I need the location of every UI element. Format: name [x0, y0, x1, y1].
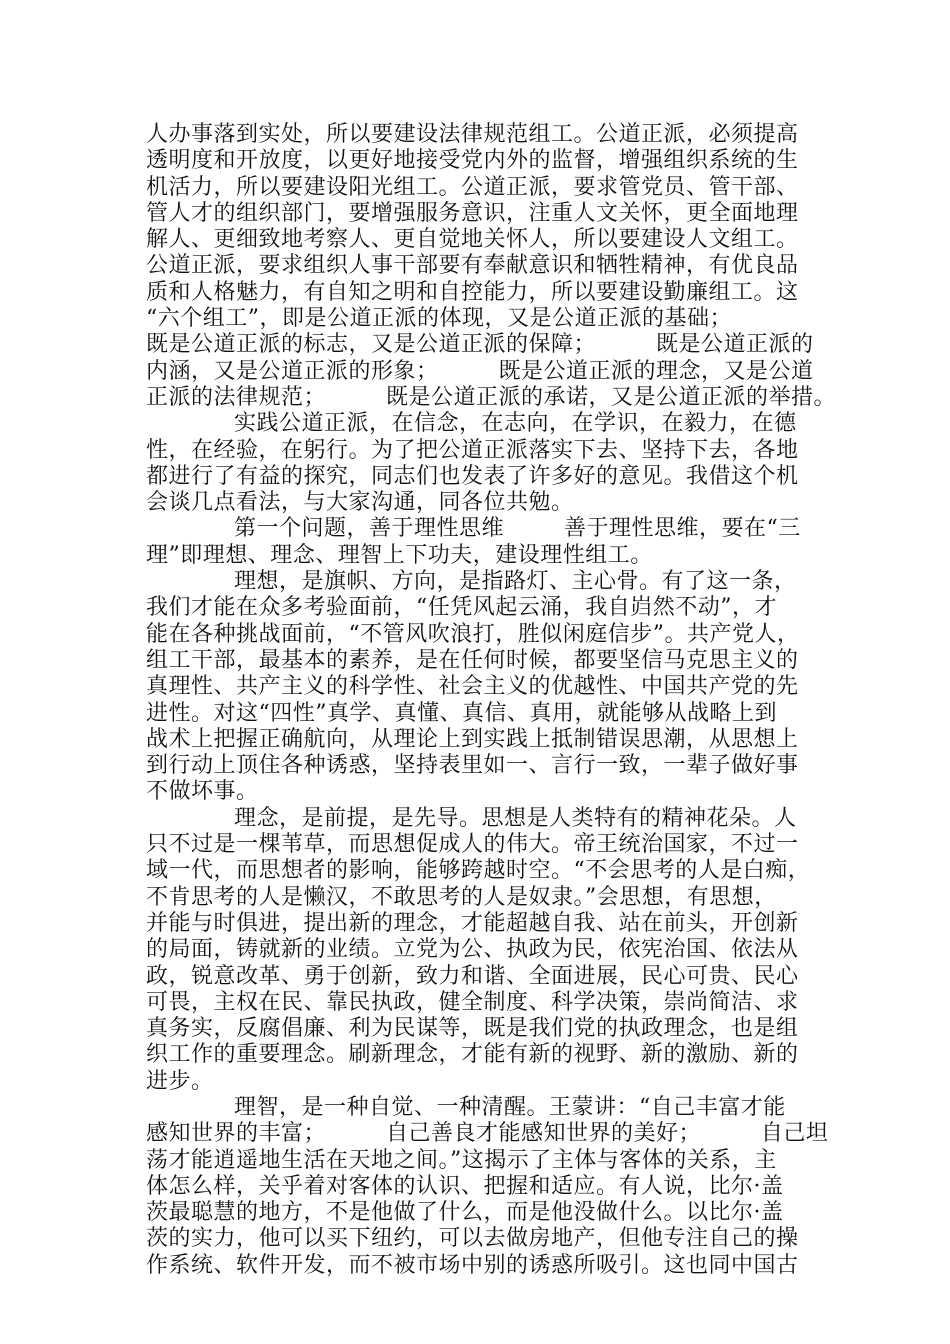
text-line: 都进行了有益的探究，同志们也发表了许多好的意见。我借这个机	[146, 463, 799, 489]
text-line: “六个组工”，即是公道正派的体现，又是公道正派的基础；	[146, 306, 732, 332]
text-line: 不做坏事。	[146, 779, 259, 805]
text-line: 正派的法律规范； 既是公道正派的承诺，又是公道正派的举措。	[146, 384, 836, 410]
text-line: 真理性、共产主义的科学性、社会主义的优越性、中国共产党的先	[146, 674, 799, 700]
text-line: 我们才能在众多考验面前，“任凭风起云涌，我自岿然不动”，才	[146, 595, 777, 621]
text-line: 透明度和开放度，以更好地接受党内外的监督，增强组织系统的生	[146, 148, 799, 174]
text-line: 进步。	[146, 1068, 214, 1094]
text-line: 域一代，而思想者的影响，能够跨越时空。“不会思考的人是白痴，	[146, 858, 811, 884]
text-line: 进性。对这“四性”真学、真懂、真信、真用，就能够从战略上到	[146, 700, 777, 726]
text-line: 不肯思考的人是懒汉，不敢思考的人是奴隶。”会思想，有思想，	[146, 884, 777, 910]
text-line: 管人才的组织部门，要增强服务意识，注重人文关怀，更全面地理	[146, 200, 799, 226]
text-line: 作系统、软件开发，而不被市场中别的诱惑所吸引。这也同中国古	[146, 1252, 799, 1278]
text-line: 组工干部，最基本的素养，是在任何时候，都要坚信马克思主义的	[146, 647, 799, 673]
paragraph-first-line: 实践公道正派，在信念，在志向，在学识，在毅力，在德	[234, 411, 797, 437]
text-line: 人办事落到实处，所以要建设法律规范组工。公道正派，必须提高	[146, 122, 799, 147]
text-line: 公道正派，要求组织人事干部要有奉献意识和牺牲精神，有优良品	[146, 253, 799, 279]
text-line: 并能与时俱进，提出新的理念，才能超越自我、站在前头，开创新	[146, 910, 799, 936]
paragraph-first-line: 理念，是前提，是先导。思想是人类特有的精神花朵。人	[234, 805, 797, 831]
text-line: 荡才能逍遥地生活在天地之间。”这揭示了主体与客体的关系，主	[146, 1147, 777, 1173]
text-line: 感知世界的丰富； 自己善良才能感知世界的美好； 自己坦	[146, 1121, 829, 1147]
text-line: 机活力，所以要建设阳光组工。公道正派，要求管党员、管干部、	[146, 174, 799, 200]
text-line: 茨的实力，他可以买下纽约，可以去做房地产，但他专注自己的操	[146, 1226, 799, 1252]
paragraph-first-line: 理想，是旗帜、方向，是指路灯、主心骨。有了这一条，	[234, 569, 797, 595]
text-line: 体怎么样，关乎着对客体的认识、把握和适应。有人说，比尔·盖	[146, 1173, 784, 1199]
text-line: 既是公道正派的标志，又是公道正派的保障； 既是公道正派的	[146, 332, 814, 358]
text-line: 战术上把握正确航向，从理论上到实践上抵制错误思潮，从思想上	[146, 726, 799, 752]
text-line: 能在各种挑战面前，“不管风吹浪打，胜似闲庭信步”。共产党人，	[146, 621, 800, 647]
text-line: 织工作的重要理念。刷新理念，才能有新的视野、新的激励、新的	[146, 1042, 799, 1068]
text-line: 内涵，又是公道正派的形象； 既是公道正派的理念，又是公道	[146, 358, 814, 384]
paragraph-first-line: 第一个问题，善于理性思维 善于理性思维，要在“三	[234, 516, 801, 542]
paragraph-first-line: 理智，是一种自觉、一种清醒。王蒙讲：“自己丰富才能	[234, 1094, 786, 1120]
text-line: 政，锐意改革、勇于创新，致力和谐、全面进展，民心可贵、民心	[146, 963, 799, 989]
text-line: 解人、更细致地考察人、更自觉地关怀人，所以要建设人文组工。	[146, 227, 799, 253]
text-line: 理”即理想、理念、理智上下功夫，建设理性组工。	[146, 542, 653, 568]
text-line: 只不过是一棵苇草，而思想促成人的伟大。帝王统治国家，不过一	[146, 832, 799, 858]
text-line: 的局面，铸就新的业绩。立党为公、执政为民，依宪治国、依法从	[146, 937, 799, 963]
text-line: 性，在经验，在躬行。为了把公道正派落实下去、坚持下去，各地	[146, 437, 799, 463]
text-line: 会谈几点看法，与大家沟通，同各位共勉。	[146, 490, 574, 516]
text-line: 到行动上顶住各种诱惑，坚持表里如一、言行一致，一辈子做好事	[146, 753, 799, 779]
text-line: 茨最聪慧的地方，不是他做了什么，而是他没做什么。以比尔·盖	[146, 1200, 784, 1226]
body-text	[146, 122, 836, 1279]
text-line: 可畏，主权在民、靠民执政，健全制度、科学决策，崇尚简洁、求	[146, 989, 799, 1015]
text-line: 质和人格魅力，有自知之明和自控能力，所以要建设勤廉组工。这	[146, 279, 799, 305]
text-line: 真务实，反腐倡廉、利为民谋等，既是我们党的执政理念，也是组	[146, 1016, 799, 1042]
